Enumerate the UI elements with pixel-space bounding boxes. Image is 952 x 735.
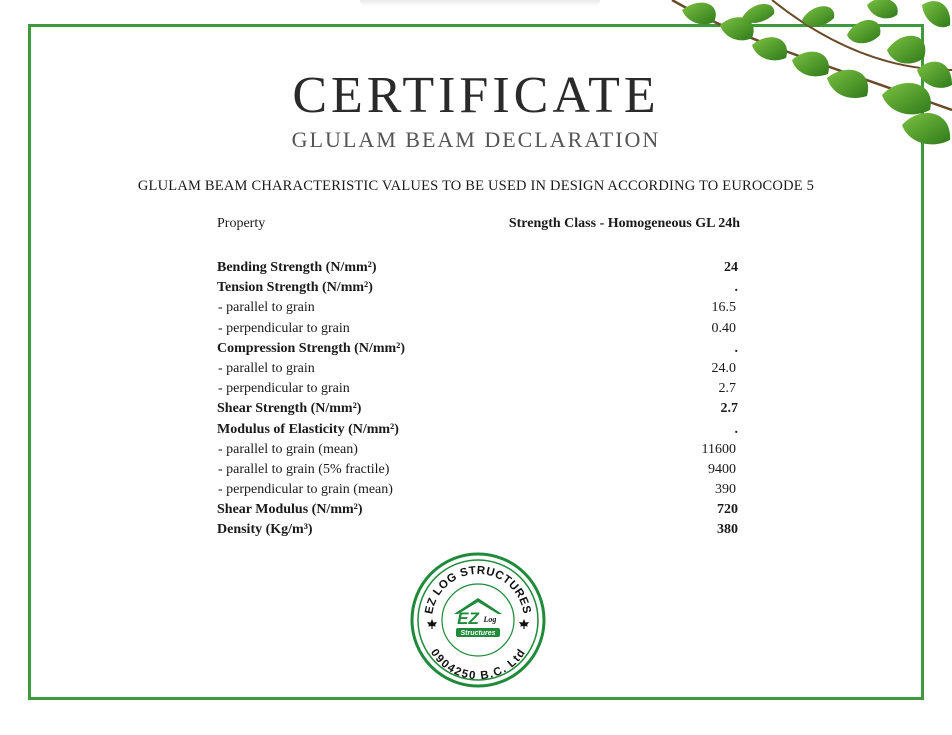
- row-label: - parallel to grain: [218, 300, 315, 316]
- row-value: .: [734, 280, 738, 296]
- row-value: 24.0: [711, 360, 736, 376]
- row-label: Bending Strength (N/mm²): [217, 260, 377, 275]
- table-header: [216, 216, 740, 236]
- table-row: [216, 319, 740, 339]
- row-value: 2.7: [718, 381, 736, 397]
- row-value: 380: [717, 522, 738, 538]
- seal-text-bottom: 0904250 B.C. Ltd: [427, 647, 529, 683]
- row-value: 720: [717, 502, 738, 518]
- row-value: 0.40: [711, 320, 736, 336]
- row-value: 24: [724, 260, 738, 275]
- row-label: Tension Strength (N/mm²): [217, 280, 373, 296]
- table-row: [216, 379, 740, 399]
- table-row: [216, 278, 740, 298]
- seal-text-top: EZ LOG STRUCTURES: [423, 564, 533, 616]
- row-value: 2.7: [720, 401, 738, 417]
- certificate-title: CERTIFICATE: [292, 67, 660, 124]
- table-row: [216, 480, 740, 500]
- table-row: [216, 258, 740, 278]
- table-row: [216, 359, 740, 379]
- row-value: .: [734, 421, 738, 437]
- row-label: - perpendicular to grain: [218, 320, 350, 336]
- row-value: 9400: [708, 461, 736, 477]
- certificate-heading: GLULAM BEAM CHARACTERISTIC VALUES TO BE USED IN DESIGN ACCORDING TO EUROCODE 5: [137, 178, 815, 194]
- table-row: [216, 420, 740, 440]
- row-value: .: [734, 340, 738, 356]
- row-value: 16.5: [711, 300, 736, 316]
- row-label: - parallel to grain (mean): [218, 441, 358, 457]
- table-row: [216, 298, 740, 318]
- logo-word-structures: Structures: [460, 630, 496, 638]
- row-label: Shear Strength (N/mm²): [217, 401, 362, 417]
- table-row: [216, 520, 740, 540]
- column-header-strength-class: Strength Class - Homogeneous GL 24h: [508, 216, 740, 231]
- row-label: Density (Kg/m³): [217, 522, 313, 538]
- row-label: - perpendicular to grain: [218, 381, 350, 397]
- top-shadow: [360, 0, 600, 6]
- table-row: [216, 500, 740, 520]
- logo-word-log: Log: [483, 615, 497, 624]
- row-label: - parallel to grain: [218, 360, 315, 376]
- company-seal: [410, 552, 546, 688]
- column-header-property: Property: [217, 216, 266, 231]
- row-value: 11600: [701, 441, 736, 457]
- row-label: Modulus of Elasticity (N/mm²): [217, 421, 399, 437]
- row-label: Compression Strength (N/mm²): [217, 340, 406, 356]
- row-label: Shear Modulus (N/mm²): [217, 502, 363, 518]
- row-label: - perpendicular to grain (mean): [218, 482, 393, 498]
- table-row: [216, 339, 740, 359]
- logo-letters: EZ: [457, 609, 479, 628]
- row-label: - parallel to grain (5% fractile): [218, 461, 390, 477]
- row-value: 390: [715, 482, 736, 498]
- table-row: [216, 460, 740, 480]
- properties-table: [216, 216, 740, 541]
- table-row: [216, 399, 740, 419]
- certificate-subtitle: GLULAM BEAM DECLARATION: [291, 127, 661, 152]
- table-row: [216, 440, 740, 460]
